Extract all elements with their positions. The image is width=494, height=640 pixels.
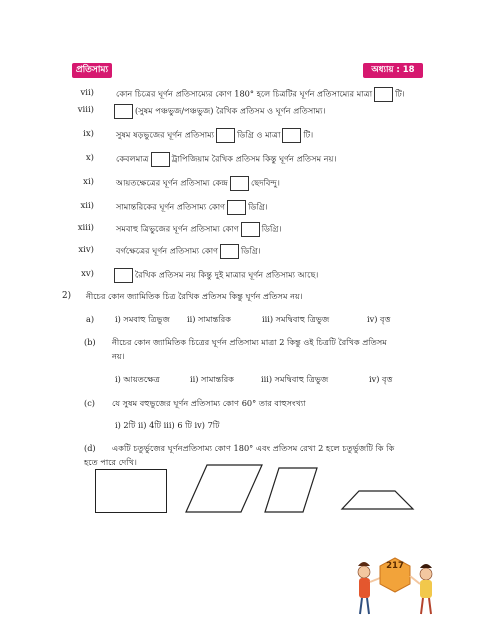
parallelogram-tall-shape xyxy=(263,462,321,516)
part-d-text: একটি চতুর্ভুজের ঘূর্ণনপ্রতিসাম্য কোণ 180° এবং প্রতিসম রেখা 2 হলে চতুর্ভুজটি কি কি xyxy=(112,443,395,453)
line-text: সুষম ষড়ভুজের ঘূর্ণন প্রতিসাম্য xyxy=(116,129,215,140)
answer-box[interactable] xyxy=(114,268,133,283)
item-number: xiv) xyxy=(78,245,94,255)
item-number: ix) xyxy=(83,129,94,139)
line-text: কেবলমাত্র xyxy=(116,153,149,164)
answer-box[interactable] xyxy=(227,200,246,215)
chapter-number-badge: অধ্যায় : 18 xyxy=(363,63,423,78)
line-text: ছেদবিন্দু। xyxy=(250,177,280,188)
item-number: xi) xyxy=(83,177,94,187)
part-d-label: (d) xyxy=(84,443,96,453)
rectangle-shape xyxy=(95,469,167,513)
answer-box[interactable] xyxy=(151,152,170,167)
line-text: ট্রাপিজিয়াম রৈখিক প্রতিসম কিন্তু ঘূর্ণন প্রতিসম নয়। xyxy=(171,153,337,164)
item-number: viii) xyxy=(77,105,94,115)
chapter-title-badge: প্রতিসাম্য xyxy=(72,63,112,78)
line-text: ডিগ্রি। xyxy=(261,223,282,234)
fill-blank-line xyxy=(112,104,325,119)
line-text: ডিগ্রি। xyxy=(248,201,268,212)
part-b-option[interactable]: ii) সামান্তরিক xyxy=(190,374,234,384)
answer-box[interactable] xyxy=(282,128,301,143)
answer-box[interactable] xyxy=(216,128,235,143)
line-text: কোন চিত্রের ঘূর্ণন প্রতিসাম্যের কোণ 180° হলে চিত্রটির ঘূর্ণন প্রতিসাম্যের মাত্রা xyxy=(116,88,373,99)
part-a-option[interactable]: iii) সমদ্বিবাহু ত্রিভুজ xyxy=(262,314,330,324)
part-a-option[interactable]: iv) বৃত্ত xyxy=(367,314,391,324)
answer-box[interactable] xyxy=(230,176,249,191)
line-text: টি। xyxy=(395,88,405,99)
page-number: 217 xyxy=(386,561,404,571)
item-number: xiii) xyxy=(77,223,94,233)
character-body xyxy=(359,578,370,598)
part-c-text: যে সুষম বহুভুজের ঘূর্ণন প্রতিসাম্য কোণ 60° তার বাহুসংখ্যা xyxy=(112,398,306,408)
line-text: (সুষম পঞ্চভুজ/পঞ্চভুজ) রৈখিক প্রতিসম ও ঘূর্ণন প্রতিসাম্য। xyxy=(135,105,326,116)
fill-blank-line xyxy=(116,200,268,215)
fill-blank-line xyxy=(116,152,336,167)
question-2-number: 2) xyxy=(62,291,72,301)
part-a-option[interactable]: ii) সামান্তরিক xyxy=(187,314,231,324)
fill-blank-line xyxy=(116,222,281,237)
fill-blank-line xyxy=(116,244,261,259)
part-b-option[interactable]: iv) বৃত্ত xyxy=(369,374,393,384)
parallelogram-shape xyxy=(185,462,265,516)
answer-box[interactable] xyxy=(114,104,133,119)
item-number: x) xyxy=(85,153,94,163)
question-2-text: নীচের কোন জ্যামিতিক চিত্র রৈখিক প্রতিসম কিন্তু ঘূর্ণন প্রতিসম নয়। xyxy=(86,291,303,301)
part-b-label: (b) xyxy=(84,337,96,347)
part-a-option[interactable]: i) সমবাহু ত্রিভুজ xyxy=(115,314,170,324)
line-text: রৈখিক প্রতিসম নয় কিন্তু দুই মাত্রার ঘূর্ণন প্রতিসাম্য আছে। xyxy=(135,269,319,280)
part-b-option[interactable]: iii) সমদ্বিবাহু ত্রিভুজ xyxy=(261,374,329,384)
answer-box[interactable] xyxy=(374,87,393,102)
item-number: vii) xyxy=(80,88,94,98)
line-text: সমবাহু ত্রিভুজের ঘূর্ণন প্রতিসাম্য কোণ xyxy=(116,223,239,234)
line-text: ডিগ্রি। xyxy=(241,245,261,256)
answer-box[interactable] xyxy=(220,244,239,259)
fill-blank-line xyxy=(116,87,405,102)
answer-box[interactable] xyxy=(241,222,260,237)
part-b-option[interactable]: i) আয়তক্ষেত্র xyxy=(115,374,160,384)
line-text: বর্গক্ষেত্রের ঘূর্ণন প্রতিসাম্য কোণ xyxy=(116,245,219,256)
line-text: সামান্তরিকের ঘূর্ণন প্রতিসাম্য কোণ xyxy=(116,201,226,212)
trapezium-shape xyxy=(340,488,416,512)
part-a-label: a) xyxy=(86,314,95,324)
part-c-options[interactable]: i) 2টি ii) 4টি iii) 6 টি iv) 7টি xyxy=(115,420,220,430)
fill-blank-line xyxy=(116,128,313,143)
fill-blank-line xyxy=(116,176,280,191)
line-text: আয়তক্ষেত্রের ঘূর্ণন প্রতিসাম্য কেন্দ্র xyxy=(116,177,228,188)
fill-blank-line xyxy=(112,268,318,283)
part-d-text: হতে পারে দেখি। xyxy=(84,457,137,467)
part-c-label: (c) xyxy=(84,398,95,408)
line-text: টি। xyxy=(303,129,314,140)
part-b-text: নীচের কোন জ্যামিতিক চিত্রের ঘূর্ণন প্রতিসাম্য মাত্রা 2 কিন্তু ওই চিত্রটি রৈখিক প্রতিসম xyxy=(112,337,387,347)
character-head xyxy=(358,566,370,578)
item-number: xv) xyxy=(81,269,94,279)
part-b-text: নয়। xyxy=(112,351,125,361)
item-number: xii) xyxy=(80,201,94,211)
line-text: ডিগ্রি ও মাত্রা xyxy=(237,129,281,140)
